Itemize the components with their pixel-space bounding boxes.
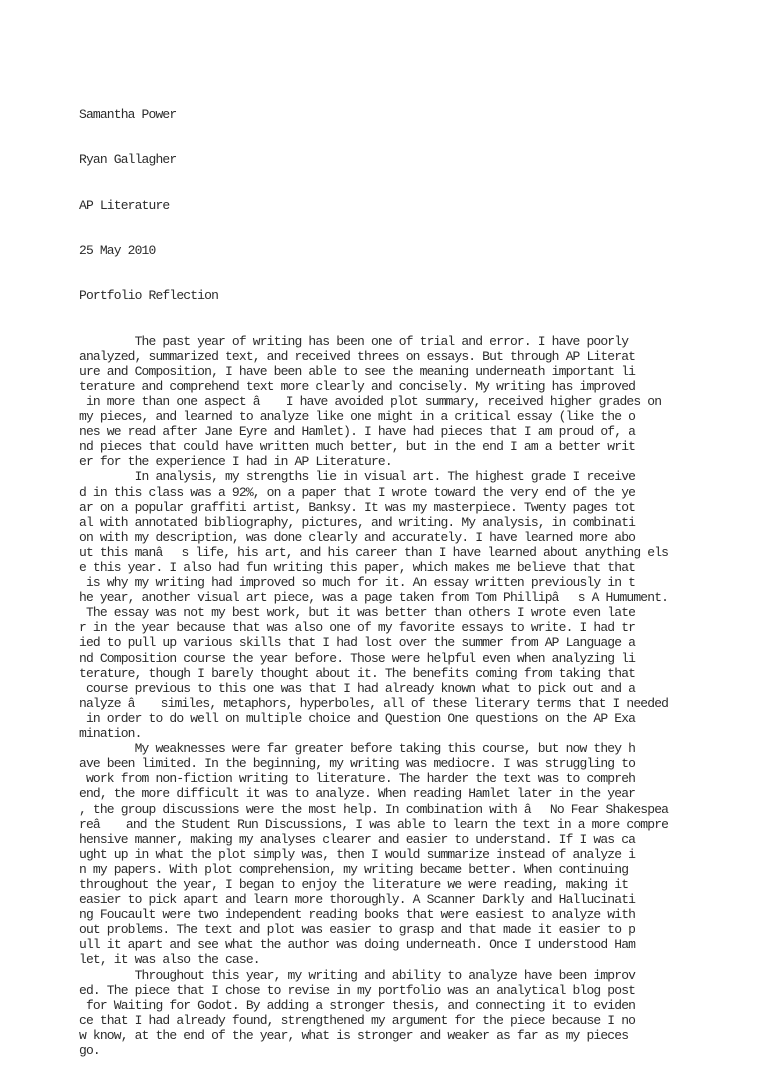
body-line: nd Composition course the year before. Those were helpful even when analyzing li — [79, 650, 636, 666]
body-line: in more than one aspect â I have avoided plot summary, received higher grades on — [79, 393, 662, 409]
body-line: n my papers. With plot comprehension, my writing became better. When continuing — [79, 861, 629, 877]
body-line: The past year of writing has been one of trial and error. I have poorly — [79, 333, 629, 349]
body-line: end, the more difficult it was to analyze. When reading Hamlet later in the year — [79, 786, 636, 802]
body-line: ure and Composition, I have been able to see the meaning underneath important li — [79, 363, 636, 379]
body-line: my pieces, and learned to analyze like one might in a critical essay (like the o — [79, 409, 636, 425]
body-line: ce that I had already found, strengthened my argument for the piece because I no — [79, 1012, 636, 1028]
essay-text — [79, 77, 668, 1088]
body-line: go. — [79, 1043, 100, 1058]
body-line: throughout the year, I began to enjoy the literature we were reading, making it — [79, 876, 629, 892]
essay-body — [79, 334, 668, 1059]
body-line: course previous to this one was that I had already known what to pick out and a — [79, 680, 636, 696]
body-line: work from non-fiction writing to literature. The harder the text was to compreh — [79, 771, 636, 787]
body-line: in order to do well on multiple choice and Question One questions on the AP Exa — [79, 710, 636, 726]
body-line: ull it apart and see what the author was doing underneath. Once I understood Ham — [79, 937, 636, 953]
body-line: hensive manner, making my analyses clearer and easier to understand. If I was ca — [79, 831, 636, 847]
body-line: er for the experience I had in AP Literature. — [79, 454, 392, 470]
body-line: w know, at the end of the year, what is stronger and weaker as far as my pieces — [79, 1027, 629, 1043]
author-name: Samantha Power — [79, 107, 177, 123]
essay-date: 25 May 2010 — [79, 243, 156, 259]
body-line: mination. — [79, 726, 142, 742]
body-line: easier to pick apart and learn more thoroughly. A Scanner Darkly and Hallucinati — [79, 892, 636, 908]
body-line: e this year. I also had fun writing this paper, which makes me believe that that — [79, 560, 636, 575]
course-name: AP Literature — [79, 197, 170, 213]
body-line: for Waiting for Godot. By adding a stronger thesis, and connecting it to eviden — [79, 997, 636, 1013]
body-line: al with annotated bibliography, pictures, and writing. My analysis, in combinati — [79, 514, 636, 530]
body-line: ave been limited. In the beginning, my writing was mediocre. I was struggling to — [79, 756, 636, 772]
body-line: ut this manâs life, his art, and his career than I have learned about anything els — [79, 544, 669, 560]
body-line: he year, another visual art piece, was a page taken from Tom Phillipâs A Humument. — [79, 590, 669, 606]
body-line: nes we read after Jane Eyre and Hamlet). I have had pieces that I am proud of, a — [79, 424, 636, 440]
body-line: terature and comprehend text more clearly and concisely. My writing has improved — [79, 378, 636, 394]
body-line: terature, though I barely thought about it. The benefits coming from taking that — [79, 665, 636, 681]
body-line: d in this class was a 92%, on a paper that I wrote toward the very end of the ye — [79, 484, 636, 500]
body-line: , the group discussions were the most help. In combination with âNo Fear Shakespea — [79, 801, 669, 817]
body-line: r in the year because that was also one of my favorite essays to write. I had tr — [79, 620, 636, 636]
body-line: out problems. The text and plot was easier to grasp and that made it easier to p — [79, 922, 636, 938]
body-line: ng Foucault were two independent reading books that were easiest to analyze with — [79, 907, 636, 923]
body-line: In analysis, my strengths lie in visual art. The highest grade I receive — [79, 469, 636, 485]
essay-title: Portfolio Reflection — [79, 288, 219, 304]
body-line: ied to pull up various skills that I had lost over the summer from AP Language a — [79, 635, 636, 651]
instructor-name: Ryan Gallagher — [79, 152, 177, 168]
body-line: ught up in what the plot simply was, then I would summarize instead of analyze i — [79, 846, 636, 862]
body-line: on with my description, was done clearly and accurately. I have learned more abo — [79, 529, 636, 545]
body-line: The essay was not my best work, but it was better than others I wrote even late — [79, 605, 636, 621]
body-line: nalyze â similes, metaphors, hyperboles, all of these literary terms that I needed — [79, 695, 669, 711]
body-line: reâ and the Student Run Discussions, I was able to learn the text in a more compre — [79, 816, 669, 832]
body-line: ar on a popular graffiti artist, Banksy. It was my masterpiece. Twenty pages tot — [79, 499, 636, 515]
body-line: is why my writing had improved so much for it. An essay written previously in t — [79, 575, 636, 591]
body-line: nd pieces that could have written much better, but in the end I am a better writ — [79, 439, 636, 455]
body-line: Throughout this year, my writing and ability to analyze have been improv — [79, 967, 636, 983]
body-line: analyzed, summarized text, and received threes on essays. But through AP Literat — [79, 348, 636, 364]
body-line: ed. The piece that I chose to revise in my portfolio was an analytical blog post — [79, 982, 636, 998]
body-line: My weaknesses were far greater before taking this course, but now they h — [79, 741, 636, 757]
body-line: let, it was also the case. — [79, 952, 260, 968]
